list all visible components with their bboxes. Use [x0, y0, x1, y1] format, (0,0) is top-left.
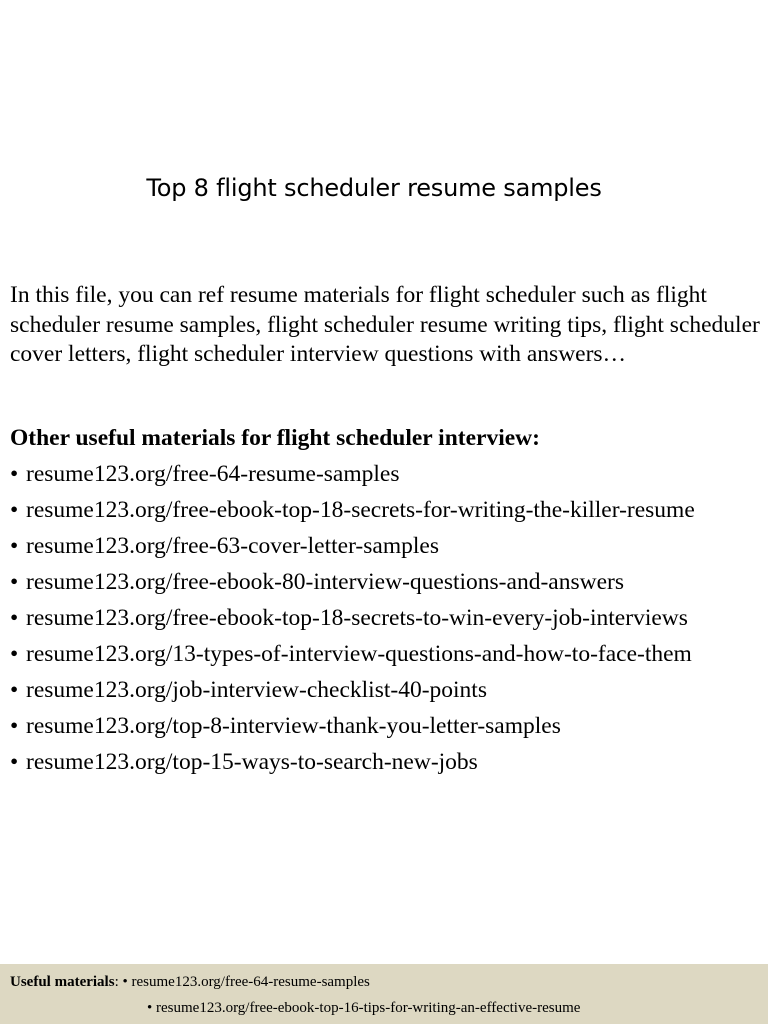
list-item[interactable]	[10, 602, 766, 638]
intro-paragraph: In this file, you can ref resume materials for flight scheduler such as flight scheduler resume samples, flight scheduler resume writing tips, flight scheduler cover letters, flight scheduler interview questions with answers…	[10, 282, 760, 367]
list-item[interactable]	[10, 494, 766, 530]
link-text[interactable]: resume123.org/top-15-ways-to-search-new-jobs	[26, 749, 478, 775]
footer-bar	[0, 964, 768, 1024]
bullet-icon: •	[122, 974, 128, 990]
section-heading: Other useful materials for flight scheduler interview:	[10, 425, 540, 451]
list-item[interactable]	[10, 746, 766, 782]
list-item[interactable]	[10, 530, 766, 566]
footer-row	[147, 998, 580, 1018]
bullet-icon: •	[10, 533, 19, 559]
link-text[interactable]: resume123.org/13-types-of-interview-questions-and-how-to-face-them	[26, 641, 692, 667]
link-text[interactable]: resume123.org/job-interview-checklist-40-points	[26, 677, 487, 703]
footer-link[interactable]: resume123.org/free-ebook-top-16-tips-for-writing-an-effective-resume	[156, 1000, 581, 1016]
bullet-icon: •	[10, 605, 19, 631]
link-text[interactable]: resume123.org/top-8-interview-thank-you-letter-samples	[26, 713, 561, 739]
list-item[interactable]	[10, 710, 766, 746]
footer-link[interactable]: resume123.org/free-64-resume-samples	[131, 974, 370, 990]
link-text[interactable]: resume123.org/free-ebook-top-18-secrets-for-writing-the-killer-resume	[26, 497, 695, 523]
list-item[interactable]	[10, 458, 766, 494]
bullet-icon: •	[147, 1000, 153, 1016]
materials-link-list	[10, 458, 766, 782]
bullet-icon: •	[10, 749, 19, 775]
bullet-icon: •	[10, 677, 19, 703]
bullet-icon: •	[10, 641, 19, 667]
bullet-icon: •	[10, 713, 19, 739]
bullet-icon: •	[10, 497, 19, 523]
page-title: Top 8 flight scheduler resume samples	[146, 174, 602, 202]
list-item[interactable]	[10, 638, 766, 674]
link-text[interactable]: resume123.org/free-64-resume-samples	[26, 461, 400, 487]
list-item[interactable]	[10, 674, 766, 710]
link-text[interactable]: resume123.org/free-ebook-top-18-secrets-to-win-every-job-interviews	[26, 605, 688, 631]
list-item[interactable]	[10, 566, 766, 602]
bullet-icon: •	[10, 569, 19, 595]
footer-row	[10, 972, 370, 992]
bullet-icon: •	[10, 461, 19, 487]
link-text[interactable]: resume123.org/free-ebook-80-interview-questions-and-answers	[26, 569, 624, 595]
footer-label: Useful materials	[10, 974, 115, 990]
link-text[interactable]: resume123.org/free-63-cover-letter-samples	[26, 533, 439, 559]
footer-separator: :	[114, 974, 123, 990]
